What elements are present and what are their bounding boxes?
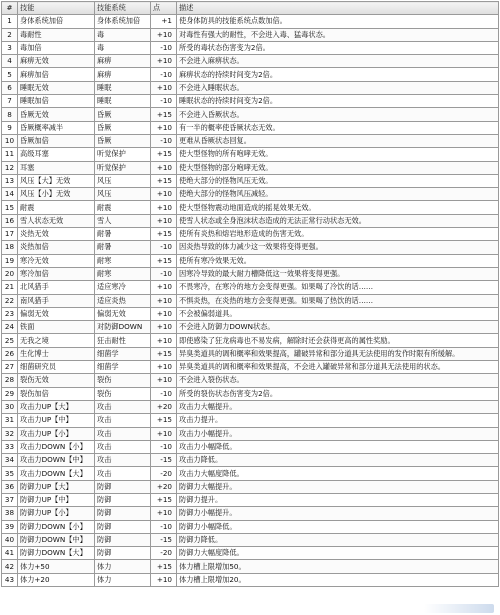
table-row [2, 28, 499, 41]
skill-points: -15 [151, 533, 177, 546]
skill-points: -10 [151, 134, 177, 147]
table-body [2, 15, 499, 587]
skill-points: +15 [151, 254, 177, 267]
skill-description: 睡眠状态的持续时间变为2倍。 [177, 95, 499, 108]
skill-description: 不会被偏弱道具。 [177, 307, 499, 320]
row-index: 3 [2, 41, 18, 54]
row-index: 17 [2, 228, 18, 241]
skill-name: 麻痹无效 [18, 55, 95, 68]
table-row [2, 480, 499, 493]
skill-name: 攻击力DOWN【中】 [18, 454, 95, 467]
skill-name: 防御力UP【大】 [18, 480, 95, 493]
skill-points: +10 [151, 28, 177, 41]
row-index: 24 [2, 321, 18, 334]
skill-name: 风压【大】无效 [18, 174, 95, 187]
skill-description: 攻击力大幅提升。 [177, 400, 499, 413]
skill-description: 异臭类道具的调和概率和效果提高，不会进入罐破异常和部分道具无法使用的状态。 [177, 361, 499, 374]
row-index: 29 [2, 387, 18, 400]
table-row [2, 533, 499, 546]
row-index: 5 [2, 68, 18, 81]
skill-points: -20 [151, 467, 177, 480]
row-index: 10 [2, 134, 18, 147]
skill-name: 南风猎手 [18, 294, 95, 307]
row-index: 35 [2, 467, 18, 480]
skill-points: +10 [151, 188, 177, 201]
skill-name: 睡眠无效 [18, 81, 95, 94]
row-index: 42 [2, 560, 18, 573]
skill-system: 身体系统加倍 [95, 15, 151, 28]
table-row [2, 134, 499, 147]
header-skill-system[interactable]: 技能系统 [95, 2, 151, 15]
skill-description: 不会进入裂伤状态。 [177, 374, 499, 387]
skill-name: 昏厥加倍 [18, 134, 95, 147]
table-row [2, 347, 499, 360]
row-index: 28 [2, 374, 18, 387]
skill-points: +15 [151, 148, 177, 161]
skill-description: 不会进入防御力DOWN状态。 [177, 321, 499, 334]
table-row [2, 108, 499, 121]
skill-name: 麻痹加倍 [18, 68, 95, 81]
skill-system: 昏厥 [95, 121, 151, 134]
skill-description: 攻击力提升。 [177, 414, 499, 427]
row-index: 39 [2, 520, 18, 533]
skill-system: 攻击 [95, 467, 151, 480]
skill-name: 身体系统加倍 [18, 15, 95, 28]
skill-description: 所受的裂伤状态伤害变为2倍。 [177, 387, 499, 400]
skill-points: +10 [151, 201, 177, 214]
skill-description: 使绝大部分的怪物风压减轻。 [177, 188, 499, 201]
row-index: 6 [2, 81, 18, 94]
skill-system: 麻痹 [95, 55, 151, 68]
skill-points: -10 [151, 68, 177, 81]
skill-name: 寒冷无效 [18, 254, 95, 267]
skill-points: +15 [151, 560, 177, 573]
skill-description: 异臭类道具的调和概率和效果提高，罐破异常和部分道具无法使用的发作时限有所缓解。 [177, 347, 499, 360]
skill-description: 不会进入麻痹状态。 [177, 55, 499, 68]
table-row [2, 454, 499, 467]
row-index: 25 [2, 334, 18, 347]
skill-system: 攻击 [95, 427, 151, 440]
skill-points: +10 [151, 55, 177, 68]
skill-system: 细菌学 [95, 347, 151, 360]
skill-name: 雪人状态无效 [18, 214, 95, 227]
skill-system: 听觉保护 [95, 148, 151, 161]
row-index: 8 [2, 108, 18, 121]
skill-name: 防御力UP【中】 [18, 493, 95, 506]
row-index: 40 [2, 533, 18, 546]
table-row [2, 241, 499, 254]
skill-description: 使雪人状态或全身泡沫状态造成的无法正常行动状态无效。 [177, 214, 499, 227]
skill-system: 毒 [95, 41, 151, 54]
table-row [2, 201, 499, 214]
skill-system: 偏弱无效 [95, 307, 151, 320]
skill-points: -10 [151, 440, 177, 453]
skill-description: 体力槽上限增加50。 [177, 560, 499, 573]
row-index: 34 [2, 454, 18, 467]
skill-system: 对防御DOWN [95, 321, 151, 334]
row-index: 2 [2, 28, 18, 41]
skill-points: +10 [151, 81, 177, 94]
skill-description: 防御力小幅提升。 [177, 507, 499, 520]
skill-description: 攻击力小幅提升。 [177, 427, 499, 440]
skill-name: 攻击力UP【中】 [18, 414, 95, 427]
skill-points: +15 [151, 493, 177, 506]
skill-description: 因寒冷导致的最大耐力槽降低这一效果将变得更强。 [177, 267, 499, 280]
table-row [2, 387, 499, 400]
skill-points: +10 [151, 573, 177, 586]
table-row [2, 294, 499, 307]
skill-system: 防御 [95, 547, 151, 560]
skill-points: +10 [151, 321, 177, 334]
skill-points: -10 [151, 387, 177, 400]
skill-name: 裂伤无效 [18, 374, 95, 387]
skill-name: 体力+20 [18, 573, 95, 586]
skill-points: +15 [151, 228, 177, 241]
row-index: 33 [2, 440, 18, 453]
row-index: 41 [2, 547, 18, 560]
skill-name: 防御力DOWN【小】 [18, 520, 95, 533]
skill-system: 攻击 [95, 400, 151, 413]
skill-system: 睡眠 [95, 81, 151, 94]
table-row [2, 307, 499, 320]
table-row [2, 374, 499, 387]
skill-system: 听觉保护 [95, 161, 151, 174]
skill-description: 体力槽上限增加20。 [177, 573, 499, 586]
skill-points: +10 [151, 307, 177, 320]
skill-name: 防御力UP【小】 [18, 507, 95, 520]
table-row [2, 41, 499, 54]
row-index: 30 [2, 400, 18, 413]
skill-system: 体力 [95, 560, 151, 573]
skill-system: 毒 [95, 28, 151, 41]
skill-description: 不会进入昏厥状态。 [177, 108, 499, 121]
table-row [2, 188, 499, 201]
row-index: 9 [2, 121, 18, 134]
skill-name: 攻击力DOWN【小】 [18, 440, 95, 453]
skill-system: 防御 [95, 480, 151, 493]
skill-points: +10 [151, 294, 177, 307]
skill-description: 使所有炎热和熔岩地形造成的伤害无效。 [177, 228, 499, 241]
skill-description: 不会进入睡眠状态。 [177, 81, 499, 94]
table-row [2, 55, 499, 68]
table-row [2, 121, 499, 134]
skill-name: 细菌研究员 [18, 361, 95, 374]
row-index: 18 [2, 241, 18, 254]
skill-system: 裂伤 [95, 374, 151, 387]
row-index: 23 [2, 307, 18, 320]
skill-name: 昏厥概率减半 [18, 121, 95, 134]
skill-system: 攻击 [95, 414, 151, 427]
row-index: 19 [2, 254, 18, 267]
skill-system: 适应炎热 [95, 294, 151, 307]
skill-description: 攻击力大幅度降低。 [177, 467, 499, 480]
row-index: 26 [2, 347, 18, 360]
skill-description: 因炎热导致的体力减少这一效果将变得更强。 [177, 241, 499, 254]
row-index: 12 [2, 161, 18, 174]
skill-points: +10 [151, 121, 177, 134]
skill-name: 风压【小】无效 [18, 188, 95, 201]
skill-system: 风压 [95, 174, 151, 187]
skill-name: 生化博士 [18, 347, 95, 360]
skill-points: -15 [151, 454, 177, 467]
skill-system: 昏厥 [95, 134, 151, 147]
table-row [2, 467, 499, 480]
skill-system: 耐寒 [95, 267, 151, 280]
table-row [2, 560, 499, 573]
table-row [2, 81, 499, 94]
skill-points: +1 [151, 15, 177, 28]
skill-points: +10 [151, 427, 177, 440]
skill-system: 防御 [95, 507, 151, 520]
skill-description: 使绝大部分的怪物风压无效。 [177, 174, 499, 187]
skill-name: 防御力DOWN【大】 [18, 547, 95, 560]
skill-name: 铁面 [18, 321, 95, 334]
skill-points: +15 [151, 174, 177, 187]
skill-name: 攻击力UP【大】 [18, 400, 95, 413]
row-index: 7 [2, 95, 18, 108]
skill-description: 麻痹状态的持续时间变为2倍。 [177, 68, 499, 81]
skill-system: 雪人 [95, 214, 151, 227]
skill-points: +15 [151, 347, 177, 360]
skill-description: 有一半的概率使昏厥状态无效。 [177, 121, 499, 134]
row-index: 21 [2, 281, 18, 294]
table-row [2, 547, 499, 560]
table-row [2, 507, 499, 520]
skill-description: 所受的毒状态伤害变为2倍。 [177, 41, 499, 54]
skills-table [1, 1, 499, 587]
skill-points: -10 [151, 41, 177, 54]
skill-name: 昏厥无效 [18, 108, 95, 121]
table-row [2, 334, 499, 347]
skill-name: 炎热无效 [18, 228, 95, 241]
skill-name: 偏弱无效 [18, 307, 95, 320]
skill-description: 攻击力降低。 [177, 454, 499, 467]
skill-points: +15 [151, 108, 177, 121]
skill-name: 寒冷加倍 [18, 267, 95, 280]
header-index[interactable]: # [2, 2, 18, 15]
row-index: 43 [2, 573, 18, 586]
skill-name: 体力+50 [18, 560, 95, 573]
row-index: 13 [2, 174, 18, 187]
table-row [2, 321, 499, 334]
skill-name: 裂伤加倍 [18, 387, 95, 400]
skill-points: +10 [151, 361, 177, 374]
table-row [2, 148, 499, 161]
table-row [2, 427, 499, 440]
skill-system: 裂伤 [95, 387, 151, 400]
skill-description: 防御力小幅降低。 [177, 520, 499, 533]
row-index: 31 [2, 414, 18, 427]
skill-system: 耐暑 [95, 241, 151, 254]
skill-description: 使身体防具的技能系统点数加倍。 [177, 15, 499, 28]
skill-name: 无我之境 [18, 334, 95, 347]
skill-system: 体力 [95, 573, 151, 586]
skill-description: 对毒性有强大的耐性，不会进入毒、猛毒状态。 [177, 28, 499, 41]
skill-description: 攻击力小幅降低。 [177, 440, 499, 453]
skill-name: 炎热加倍 [18, 241, 95, 254]
skill-points: -10 [151, 95, 177, 108]
skill-name: 毒加倍 [18, 41, 95, 54]
skill-points: +20 [151, 480, 177, 493]
skill-system: 攻击 [95, 454, 151, 467]
skill-system: 耐暑 [95, 228, 151, 241]
table-row [2, 414, 499, 427]
skill-name: 攻击力UP【小】 [18, 427, 95, 440]
skill-description: 使大型怪物震动地面造成的摇晃效果无效。 [177, 201, 499, 214]
skill-description: 使所有寒冷效果无效。 [177, 254, 499, 267]
skill-name: 睡眠加倍 [18, 95, 95, 108]
skill-name: 毒耐性 [18, 28, 95, 41]
row-index: 4 [2, 55, 18, 68]
skill-description: 防御力提升。 [177, 493, 499, 506]
table-row [2, 520, 499, 533]
row-index: 15 [2, 201, 18, 214]
skill-name: 北风猎手 [18, 281, 95, 294]
row-index: 22 [2, 294, 18, 307]
skill-points: -10 [151, 241, 177, 254]
table-row [2, 228, 499, 241]
skill-system: 攻击 [95, 440, 151, 453]
skill-system: 耐震 [95, 201, 151, 214]
skill-system: 细菌学 [95, 361, 151, 374]
table-header-row [2, 2, 499, 15]
skill-points: +10 [151, 334, 177, 347]
row-index: 20 [2, 267, 18, 280]
skill-name: 耐震 [18, 201, 95, 214]
skill-system: 防御 [95, 493, 151, 506]
skill-name: 高级耳塞 [18, 148, 95, 161]
table-row [2, 68, 499, 81]
skill-system: 防御 [95, 533, 151, 546]
skill-points: -10 [151, 267, 177, 280]
skill-points: +10 [151, 161, 177, 174]
skill-description: 防御力大幅度降低。 [177, 547, 499, 560]
table-row [2, 214, 499, 227]
table-row [2, 95, 499, 108]
table-row [2, 493, 499, 506]
table-row [2, 254, 499, 267]
row-index: 36 [2, 480, 18, 493]
skill-system: 狂击耐性 [95, 334, 151, 347]
table-row [2, 281, 499, 294]
skill-points: +10 [151, 374, 177, 387]
watermark-logo [424, 604, 494, 613]
row-index: 11 [2, 148, 18, 161]
table-row [2, 174, 499, 187]
table-row [2, 440, 499, 453]
row-index: 32 [2, 427, 18, 440]
skill-description: 使大型怪物的所有咆哮无效。 [177, 148, 499, 161]
skill-points: +15 [151, 414, 177, 427]
skill-name: 防御力DOWN【中】 [18, 533, 95, 546]
row-index: 37 [2, 493, 18, 506]
skill-points: +20 [151, 400, 177, 413]
row-index: 38 [2, 507, 18, 520]
header-points[interactable]: 点 [151, 2, 177, 15]
skill-name: 耳塞 [18, 161, 95, 174]
skill-description: 防御力大幅提升。 [177, 480, 499, 493]
table-row [2, 15, 499, 28]
skill-description: 更难从昏厥状态回复。 [177, 134, 499, 147]
skill-points: +10 [151, 281, 177, 294]
skill-points: +10 [151, 214, 177, 227]
row-index: 16 [2, 214, 18, 227]
skill-description: 即使感染了狂龙病毒也不易发病，解除时还会获得更高的属性奖励。 [177, 334, 499, 347]
skill-system: 适应寒冷 [95, 281, 151, 294]
row-index: 14 [2, 188, 18, 201]
skill-description: 使大型怪物的部分咆哮无效。 [177, 161, 499, 174]
skill-description: 不畏寒冷，在寒冷的地方会变得更强。如果喝了冷饮的话…… [177, 281, 499, 294]
skill-system: 麻痹 [95, 68, 151, 81]
skill-points: -20 [151, 547, 177, 560]
table-row [2, 400, 499, 413]
table-row [2, 361, 499, 374]
skill-system: 风压 [95, 188, 151, 201]
skill-name: 攻击力DOWN【大】 [18, 467, 95, 480]
skill-description: 不惧炎热，在炎热的地方会变得更强。如果喝了热饮的话…… [177, 294, 499, 307]
row-index: 27 [2, 361, 18, 374]
skill-system: 防御 [95, 520, 151, 533]
skill-points: +10 [151, 507, 177, 520]
row-index: 1 [2, 15, 18, 28]
skill-system: 昏厥 [95, 108, 151, 121]
skill-description: 防御力降低。 [177, 533, 499, 546]
table-row [2, 573, 499, 586]
header-skill[interactable]: 技能 [18, 2, 95, 15]
skill-points: -10 [151, 520, 177, 533]
table-row [2, 161, 499, 174]
skill-system: 睡眠 [95, 95, 151, 108]
skill-system: 耐寒 [95, 254, 151, 267]
table-row [2, 267, 499, 280]
header-description[interactable]: 描述 [177, 2, 499, 15]
